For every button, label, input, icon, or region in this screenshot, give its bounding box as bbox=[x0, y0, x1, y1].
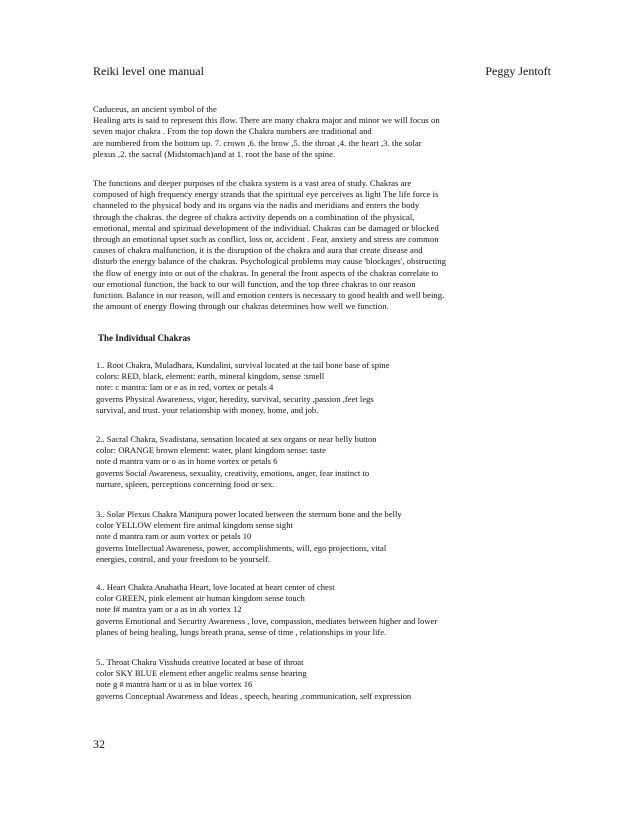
chakra-block-solar-plexus bbox=[96, 509, 556, 565]
text-line: seven major chakra . From the top down the Chakra numbers are traditional and bbox=[93, 126, 372, 137]
text-line: colors: RED, black, element: earth, mineral kingdom, sense :smell bbox=[96, 371, 325, 382]
text-line: color: ORANGE brown element: water, plant kingdom sense: taste bbox=[96, 445, 326, 456]
text-line: causes of chakra malfunction, it is the disruption of the chakra and aura that create disease and bbox=[93, 245, 423, 256]
paragraph-functions bbox=[93, 178, 553, 312]
text-line: plexus ,2. the sacral (Midstomach)and at 1. root the base of the spine. bbox=[93, 148, 336, 159]
text-line: are numbered from the bottom up. 7. crown ,6. the brow ,5. the throat ,4. the heart ,3. the solar bbox=[93, 137, 422, 148]
section-heading: The Individual Chakras bbox=[98, 333, 191, 343]
text-line: through an emotional upset such as conflict, loss or, accident . Fear, anxiety and stress are common bbox=[93, 234, 439, 245]
text-line: governs Intellectual Awareness, power, accomplishments, will, ego projections, vital bbox=[96, 542, 387, 553]
chakra-block-heart bbox=[96, 582, 556, 638]
text-line: 3.. Solar Plexus Chakra Manipura power located between the sternum bone and the belly bbox=[96, 509, 402, 519]
text-line: Healing arts is said to represent this flow. There are many chakra major and minor we will focus on bbox=[93, 115, 440, 126]
text-line: 5.. Throat Chakra Visshuda creative located at base of throat bbox=[96, 657, 304, 667]
text-line: nurture, spleen, perceptions concerning food or sex. bbox=[96, 478, 275, 489]
text-line: governs Physical Awareness, vigor, heredity, survival, security ,passion ,feet legs bbox=[96, 393, 374, 404]
text-line: note d mantra vam or o as in home vortex or petals 6 bbox=[96, 456, 278, 467]
text-line: planes of being healing, lungs breath prana, sense of time , relationships in your life. bbox=[96, 626, 387, 637]
text-line: function. Balance in our reason, will and emotion centers is necessary to good health and well being. bbox=[93, 290, 445, 301]
text-line: Caduceus, an ancient symbol of the bbox=[93, 104, 217, 114]
text-line: governs Conceptual Awareness and Ideas , speech, hearing ,communication, self expression bbox=[96, 690, 412, 701]
header-title: Reiki level one manual bbox=[93, 64, 204, 78]
text-line: channeled to the physical body and its organs via the nadis and meridians and enters the body bbox=[93, 200, 420, 211]
text-line: governs Social Awareness, sexuality, creativity, emotions, anger, fear instinct to bbox=[96, 467, 370, 478]
text-line: energies, control, and your freedom to be yourself. bbox=[96, 553, 271, 564]
text-line: color SKY BLUE element ether angelic realms sense hearing bbox=[96, 668, 307, 679]
text-line: 4.. Heart Chakra Anahatha Heart, love located at heart center of chest bbox=[96, 582, 335, 592]
page-number: 32 bbox=[93, 737, 105, 751]
text-line: the flow of energy into or out of the chakras. In general the front aspects of the chakras correlate to bbox=[93, 267, 439, 278]
text-line: emotional, mental and spiritual development of the individual. Chakras can be damaged or blocked bbox=[93, 222, 439, 233]
text-line: color GREEN, pink element air human kingdom sense touch bbox=[96, 593, 305, 604]
text-line: The functions and deeper purposes of the chakra system is a vast area of study. Chakras are bbox=[93, 178, 412, 188]
text-line: 1.. Root Chakra, Muladhara, Kundalini, survival located at the tail bone base of spine bbox=[96, 360, 390, 370]
text-line: the amount of energy flowing through our chakras determines how well we function. bbox=[93, 301, 389, 312]
text-line: composed of high frequency energy strands that the spiritual eye perceives as light The life force is bbox=[93, 189, 439, 200]
chakra-block-throat bbox=[96, 657, 556, 702]
text-line: governs Emotional and Security Awareness , love, compassion, mediates between higher and lower bbox=[96, 615, 438, 626]
text-line: color YELLOW element fire animal kingdom sense sight bbox=[96, 520, 293, 531]
text-line: survival, and trust. your relationship with money, home, and job. bbox=[96, 404, 319, 415]
chakra-block-sacral bbox=[96, 434, 556, 490]
text-line: note: c mantra: lam or e as in red, vortex or petals 4 bbox=[96, 382, 274, 393]
paragraph-caduceus bbox=[93, 104, 553, 160]
text-line: disturb the energy balance of the chakras. Psychological problems may cause 'blockages', obstructing bbox=[93, 256, 447, 267]
text-line: note d mantra ram or aum vortex or petals 10 bbox=[96, 531, 252, 542]
text-line: note f# mantra yam or a as in ah vortex 12 bbox=[96, 604, 242, 615]
page-header bbox=[93, 64, 551, 78]
text-line: note g # mantra ham or u as in blue vortex 16 bbox=[96, 679, 253, 690]
text-line: our emotional function, the back to our will function, and the top three chakras to our reason bbox=[93, 278, 416, 289]
text-line: through the chakras. the degree of chakra activity depends on a combination of the physical, bbox=[93, 211, 415, 222]
chakra-block-root bbox=[96, 360, 556, 416]
header-author: Peggy Jentoft bbox=[485, 64, 551, 78]
text-line: 2.. Sacral Chakra, Svadistana, sensation located at sex organs or near belly button bbox=[96, 434, 377, 444]
